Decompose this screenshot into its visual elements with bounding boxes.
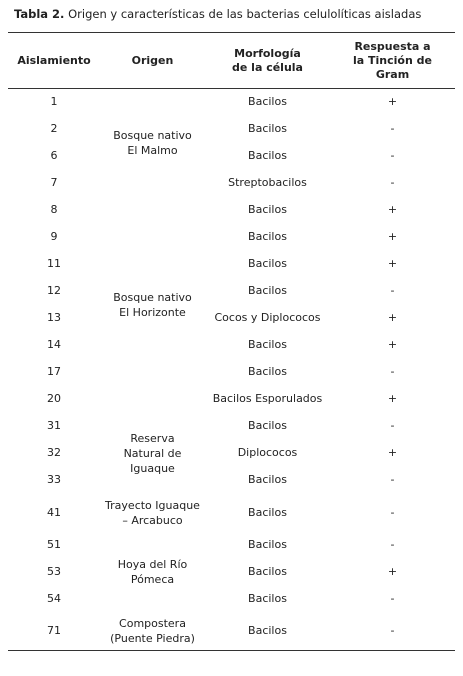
morphology-cell: Bacilos xyxy=(248,538,287,551)
morphology-cell: Bacilos xyxy=(248,149,287,162)
gram-cell: + xyxy=(387,338,398,351)
gram-cell: - xyxy=(330,613,455,651)
gram-cell: - xyxy=(390,365,395,378)
caption-label: Tabla 2. xyxy=(14,7,65,21)
morphology-cell: Bacilos xyxy=(248,95,287,109)
table-row xyxy=(8,278,455,305)
morphology-cell: Bacilos xyxy=(248,505,287,519)
morphology-cell: Bacilos xyxy=(248,257,287,270)
morphology-cell: Bacilos xyxy=(248,592,287,605)
isolate-id: 32 xyxy=(47,446,61,459)
isolate-id: 33 xyxy=(47,473,61,486)
table-row xyxy=(8,116,455,143)
table-row xyxy=(8,494,455,532)
table-row xyxy=(8,386,455,413)
table-row xyxy=(8,613,455,651)
isolate-id: 12 xyxy=(47,284,61,297)
table-row xyxy=(8,559,455,586)
header-gram: Respuesta a la Tinción de Gram xyxy=(330,33,455,89)
morphology-cell: Bacilos xyxy=(248,473,287,486)
table-row xyxy=(8,586,455,613)
bacteria-table xyxy=(8,32,455,651)
isolate-id: 14 xyxy=(47,338,61,351)
gram-cell: + xyxy=(387,565,398,578)
gram-cell: + xyxy=(387,446,398,459)
table-row xyxy=(8,467,455,494)
isolate-id: 53 xyxy=(47,565,61,578)
morphology-cell: Bacilos xyxy=(248,230,287,243)
origin-cell: Bosque nativo El Horizonte xyxy=(113,290,192,319)
isolate-id: 41 xyxy=(47,505,61,519)
table-row xyxy=(8,532,455,559)
isolate-id: 54 xyxy=(47,592,61,605)
origin-cell: Trayecto Iguaque – Arcabuco xyxy=(105,498,200,527)
gram-cell: - xyxy=(390,149,395,162)
gram-cell: + xyxy=(387,257,398,270)
origin-cell: Bosque nativo El Malmo xyxy=(113,128,192,157)
gram-cell: - xyxy=(390,419,395,432)
isolate-id: 20 xyxy=(47,392,61,405)
morphology-cell: Diplococos xyxy=(237,446,298,459)
morphology-cell: Bacilos xyxy=(248,365,287,378)
table-caption xyxy=(14,6,421,22)
gram-cell: - xyxy=(390,176,395,189)
isolate-id: 17 xyxy=(47,365,61,378)
isolate-id: 2 xyxy=(50,122,58,135)
table-row xyxy=(8,89,455,116)
table-row xyxy=(8,197,455,224)
morphology-cell: Bacilos xyxy=(248,284,287,297)
table-row xyxy=(8,224,455,251)
origin-cell: Hoya del Río Pómeca xyxy=(117,558,188,586)
gram-cell: + xyxy=(387,230,398,243)
table-row xyxy=(8,359,455,386)
gram-cell: - xyxy=(390,284,395,297)
header-origen: Origen xyxy=(100,33,205,89)
isolate-id: 8 xyxy=(50,203,58,216)
isolate-id: 71 xyxy=(8,613,100,651)
isolate-id: 13 xyxy=(47,311,61,324)
morphology-cell: Bacilos xyxy=(248,565,287,578)
table-row xyxy=(8,440,455,467)
isolate-id: 11 xyxy=(47,257,61,270)
table-row xyxy=(8,170,455,197)
table-row xyxy=(8,413,455,440)
isolate-id: 6 xyxy=(50,149,58,162)
gram-cell: - xyxy=(390,122,395,135)
morphology-cell: Streptobacilos xyxy=(228,176,307,189)
morphology-cell: Cocos y Diplococos xyxy=(214,311,321,324)
gram-cell: + xyxy=(387,203,398,216)
gram-cell: - xyxy=(390,505,395,519)
morphology-cell: Bacilos xyxy=(248,203,287,216)
gram-cell: + xyxy=(387,95,398,109)
table-header-row xyxy=(8,33,455,89)
morphology-cell: Bacilos xyxy=(248,122,287,135)
gram-cell: + xyxy=(387,392,398,405)
table-row xyxy=(8,251,455,278)
gram-cell: - xyxy=(390,473,395,486)
table-row xyxy=(8,332,455,359)
isolate-id: 1 xyxy=(50,95,58,109)
table-row xyxy=(8,305,455,332)
caption-text: Origen y características de las bacterias celulolíticas aisladas xyxy=(68,7,422,21)
header-morfologia: Morfología de la célula xyxy=(205,33,330,89)
isolate-id: 31 xyxy=(47,419,61,432)
isolate-id: 9 xyxy=(50,230,58,243)
origin-cell: Compostera (Puente Piedra) xyxy=(100,613,205,651)
isolate-id: 51 xyxy=(47,538,61,551)
origin-cell: Reserva Natural de Iguaque xyxy=(123,431,182,475)
gram-cell: + xyxy=(387,311,398,324)
morphology-cell: Bacilos xyxy=(248,338,287,351)
gram-cell: - xyxy=(390,538,395,551)
gram-cell: - xyxy=(390,592,395,605)
header-aislamiento: Aislamiento xyxy=(8,33,100,89)
morphology-cell: Bacilos xyxy=(248,419,287,432)
morphology-cell: Bacilos xyxy=(205,613,330,651)
morphology-cell: Bacilos Esporulados xyxy=(212,392,323,405)
isolate-id: 7 xyxy=(50,176,58,189)
table-row xyxy=(8,143,455,170)
